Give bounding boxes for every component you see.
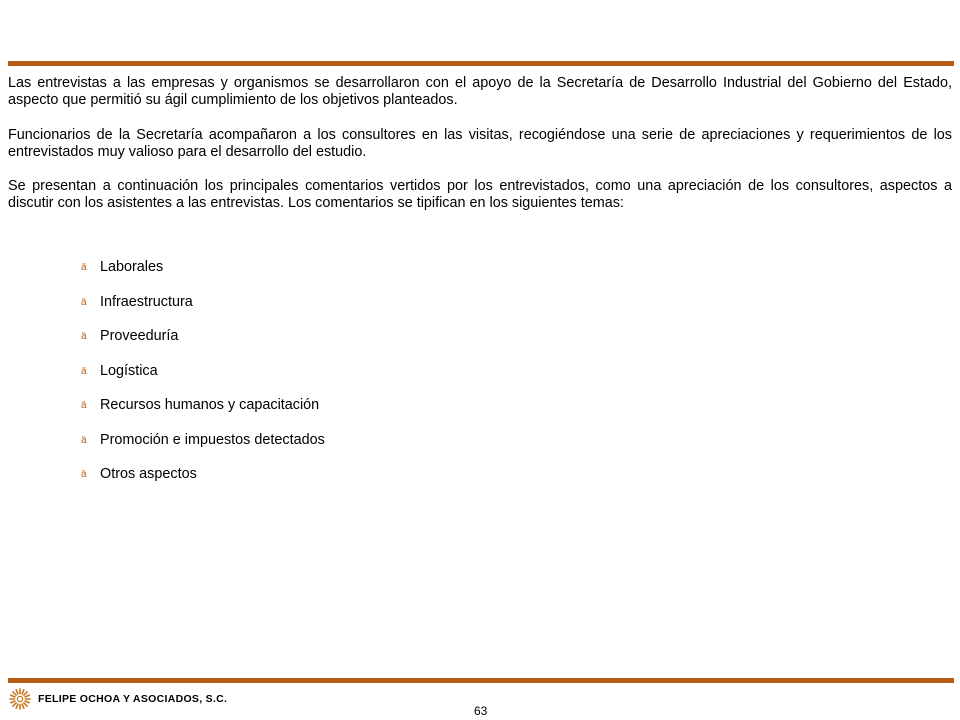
body-text xyxy=(8,75,952,229)
topic-label: Proveeduría xyxy=(100,328,179,344)
topic-label: Promoción e impuestos detectados xyxy=(100,431,325,448)
topic-label: Otros aspectos xyxy=(100,466,197,482)
bullet-arrow-icon: ä xyxy=(81,331,87,342)
bullet-arrow-icon: ä xyxy=(81,469,87,480)
list-item xyxy=(79,430,325,465)
bullet-arrow-icon: ä xyxy=(81,434,87,446)
bullet-arrow-icon: ä xyxy=(81,262,87,273)
list-item xyxy=(79,292,325,327)
paragraph-3: Se presentan a continuación los principales comentarios vertidos por los entrevistados, como una apreciación de los consultores, aspectos a discutir con los asistentes a las entrevistas. Los comentarios se tipifican en los siguientes temas: xyxy=(8,178,952,211)
paragraph-1: Las entrevistas a las empresas y organismos se desarrollaron con el apoyo de la Secretaría de Desarrollo Industrial del Gobierno del Estado, aspecto que permitió su ágil cumplimiento de los objetivos planteados. xyxy=(8,75,952,108)
company-name: FELIPE OCHOA Y ASOCIADOS, S.C. xyxy=(38,693,228,705)
bullet-arrow-icon: ä xyxy=(81,296,87,308)
topic-list xyxy=(79,257,325,499)
footer-rule xyxy=(8,678,954,683)
page-number: 63 xyxy=(474,704,488,718)
list-item xyxy=(79,257,325,292)
bullet-arrow-icon: ä xyxy=(81,365,87,377)
list-item xyxy=(79,361,325,396)
list-item xyxy=(79,464,325,499)
header-rule xyxy=(8,61,954,66)
list-item xyxy=(79,395,325,430)
topic-label: Infraestructura xyxy=(100,293,193,310)
topic-label: Laborales xyxy=(100,259,164,275)
paragraph-2: Funcionarios de la Secretaría acompañaron a los consultores en las visitas, recogiéndose una serie de apreciaciones y requerimientos de los entrevistados muy valioso para el desarrollo del estudio. xyxy=(8,127,952,160)
list-item xyxy=(79,326,325,361)
topic-label: Logística xyxy=(100,362,158,379)
topic-label: Recursos humanos y capacitación xyxy=(100,397,320,413)
sunburst-logo-icon xyxy=(9,688,31,710)
bullet-arrow-icon: ä xyxy=(81,400,87,411)
